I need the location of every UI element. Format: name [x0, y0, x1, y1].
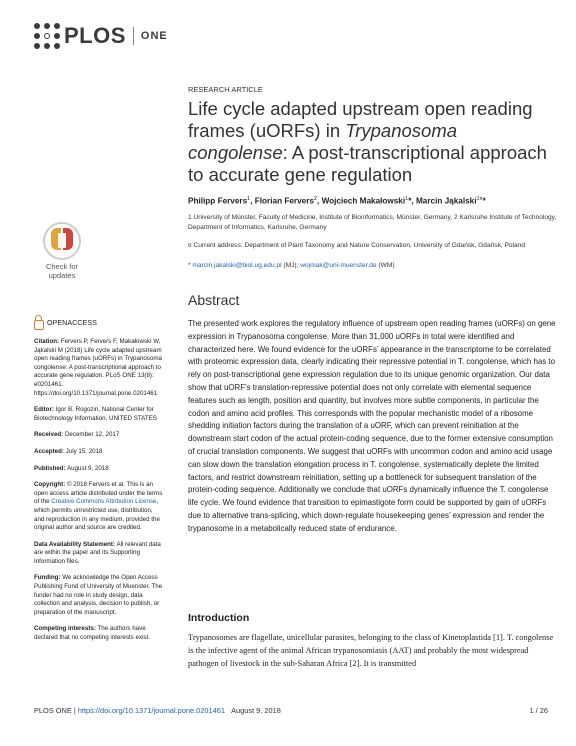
- check-for-updates-badge[interactable]: [34, 222, 90, 280]
- abstract-body: The presented work explores the regulatory influence of upstream open reading frames (uORFs) on gene expression in Trypanosoma congolense. More than 31,000 uORFs in total were identified and characterized here. We found evidence for the uORFs’ appearance in the transcriptome to be correlated with proteomic expression data, clearly indicating their repressive potential in T. congolense, which has to rely on post-transcriptional gene expression regulation due to its unique genomic organization. Our data show that uORF’s translation-repressive potential does not only correlate with elemental sequence features such as length, position and quantity, but involves more subtle components, in particular the codon and amino acid profiles. This corresponds with the popular mechanistic model of a ribosome shedding initiation factors during the translation of a uORF, which can prevent reinitiation at the downstream start codon of the actual protein-coding sequence, due to the former extensive consumption of crucial translation components. We suggest that uORFs with uncommon codon and amino acid usage can slow down the translation elongation process in T. congolense, systematically deplete the limited factors, and restrict downstream reinitiation, setting up a bottleneck for subsequent translation of the protein-coding sequence. Additionally we conclude that uORFs dynamically influence the T. congolense life cycle. We found evidence that transition to epimastigote form could be supported by gain of uORFs due to alternative trans-splicing, which down-regulate housekeeping genes’ expression and render the trypanosome in a metabolically reduced state of endurance.: [188, 319, 556, 533]
- author-name: Florian Fervers: [254, 196, 314, 206]
- title-species: Trypanosoma congolense: [188, 120, 458, 163]
- article-type: RESEARCH ARTICLE: [188, 85, 263, 94]
- author-affil-sup: 2: [313, 196, 317, 202]
- published-block: Published: August 9, 2018: [34, 464, 109, 472]
- email-link-mj[interactable]: marcin.jakalski@biol.ug.edu.pl: [192, 262, 282, 269]
- logo-divider: [133, 27, 134, 45]
- introduction-body: Trypanosomes are flagellate, unicellular parasites, belonging to the class of Kinetoplastida [1]. T. congolense is the infective agent of the animal African trypanosomiasis (AAT) and probably the most widespread pathogen of livestock in the sub-Saharan Africa [2]. It is transmitted: [188, 633, 554, 668]
- competing-interests-block: Competing interests: The authors have declared that no competing interests exist.: [34, 625, 150, 642]
- copyright-text: © 2018 Fervers et al. This is an open access article distributed under the terms of the: [34, 481, 163, 506]
- author-affil-sup: 1¤: [476, 196, 483, 202]
- open-access-text: OPENACCESS: [47, 317, 97, 327]
- funding-text: We acknowledge the Open Access Publishing Fund of University of Muenster. The funder had no role in study design, data collection and analysis, decision to publish, or preparation of the manuscript.: [34, 574, 163, 616]
- author-affil-sup: 1: [405, 196, 409, 202]
- page-footer: [34, 706, 548, 715]
- editor-block: Editor: Igor B. Rogozin, National Center for Biotechnology Information, UNITED STATES: [34, 406, 157, 422]
- author-name: Marcin Jąkalski: [415, 196, 477, 206]
- email-tag: (MJ);: [283, 262, 299, 269]
- editor-text: Igor B. Rogozin, National Center for Biotechnology Information, UNITED STATES: [34, 406, 157, 422]
- copyright-block: Copyright: © 2018 Fervers et al. This is an open access article distributed under the terms of the Creative Commons Attribution License, which permits unrestricted use, distribution, and reproduction in any medium, provided the original author and source are credited.: [34, 481, 163, 532]
- author-name: Wojciech Makałowski: [321, 196, 406, 206]
- author-name: Philipp Fervers: [188, 196, 248, 206]
- citation-text: Fervers P, Fervers F, Makałowski W, Jąkalski M (2018) Life cycle adapted upstream open reading frames (uORFs) in Trypanosoma congolense: A post-transcriptional approach to accurate gene regulation. PLoS ONE 13(8): e0201461. https://doi.org/10.1371/journal.pone.0201461: [34, 338, 162, 397]
- logo-word: PLOS: [64, 23, 126, 48]
- data-availability-text: All relevant data are within the paper and its Supporting Information files.: [34, 540, 161, 565]
- corresponding-mark: *: [408, 196, 412, 206]
- funding-block: Funding: We acknowledge the Open Access Publishing Fund of University of Muenster. The funder had no role in study design, data collection and analysis, decision to publish, or preparation of the manuscript.: [34, 574, 163, 616]
- footer-separator: |: [73, 706, 76, 715]
- received-date: December 12, 2017: [64, 431, 120, 439]
- received-block: Received: December 12, 2017: [34, 431, 120, 439]
- abstract-heading: Abstract: [188, 292, 240, 308]
- title-part-1: Life cycle adapted upstream open reading frames (uORFs) in: [188, 98, 533, 141]
- data-availability-block: Data Availability Statement: All relevant data are within the paper and its Supporting Information files.: [34, 540, 161, 565]
- email-link-wm[interactable]: wojmak@uni-muenster.de: [300, 262, 377, 269]
- logo-suffix: ONE: [140, 30, 168, 42]
- copyright-text-2: , which permits unrestricted use, distribution, and reproduction in any medium, provided the original author and source are credited.: [34, 498, 160, 532]
- crossmark-icon: [43, 222, 81, 260]
- published-date: August 9, 2018: [67, 464, 109, 472]
- competing-interests-text: The authors have declared that no competing interests exist.: [34, 625, 150, 642]
- author-affil-sup: 1: [247, 196, 251, 202]
- corresponding-mark: *: [482, 196, 486, 206]
- footer-doi-link[interactable]: https://doi.org/10.1371/journal.pone.0201461: [77, 706, 225, 715]
- accepted-block: Accepted: July 15, 2018: [34, 447, 103, 455]
- badge-line-1: Check for: [45, 262, 79, 271]
- email-line: [188, 261, 560, 271]
- current-address: ¤ Current address: Department of Plant Taxonomy and Nature Conservation, University of Gdańsk, Gdańsk, Poland: [188, 242, 526, 249]
- accepted-date: July 15, 2018: [65, 447, 103, 455]
- footer-journal: PLOS ONE: [34, 706, 72, 715]
- introduction-heading: Introduction: [188, 612, 250, 624]
- email-tag: (WM): [378, 262, 395, 269]
- open-lock-icon: [34, 320, 44, 330]
- plos-logo-icon: [34, 23, 60, 49]
- citation-block: Citation: Fervers P, Fervers F, Makałowski W, Jąkalski M (2018) Life cycle adapted upstream open reading frames (uORFs) in Trypanosoma congolense: A post-transcriptional approach to accurate gene regulation. PLoS ONE 13(8): e0201461. https://doi.org/10.1371/journal.pone.0201461: [34, 338, 162, 397]
- page-number: 1 / 26: [529, 706, 548, 715]
- title-part-2: : A post-transcriptional approach to accurate gene regulation: [188, 142, 547, 185]
- open-access-label: [34, 318, 164, 328]
- footer-date: August 9, 2018: [231, 706, 281, 715]
- journal-logo: [34, 22, 168, 50]
- email-marker: *: [188, 262, 191, 269]
- affiliations: 1 University of Münster, Faculty of Medicine, Institute of Bioinformatics, Münster, Germany, 2 Karlsruhe Institute of Technology, Department of Informatics, Karlsruhe, Germany: [188, 214, 557, 231]
- left-metadata-column: [34, 318, 164, 651]
- badge-line-2: updates: [48, 270, 76, 280]
- license-link[interactable]: Creative Commons Attribution License: [51, 498, 157, 506]
- author-list: Philipp Fervers$^1$, Florian Fervers$^2$, Wojciech Makałowski$^1$*, Marcin Jąkalski$^{1¤}$*: [188, 196, 486, 206]
- article-title: [188, 98, 558, 186]
